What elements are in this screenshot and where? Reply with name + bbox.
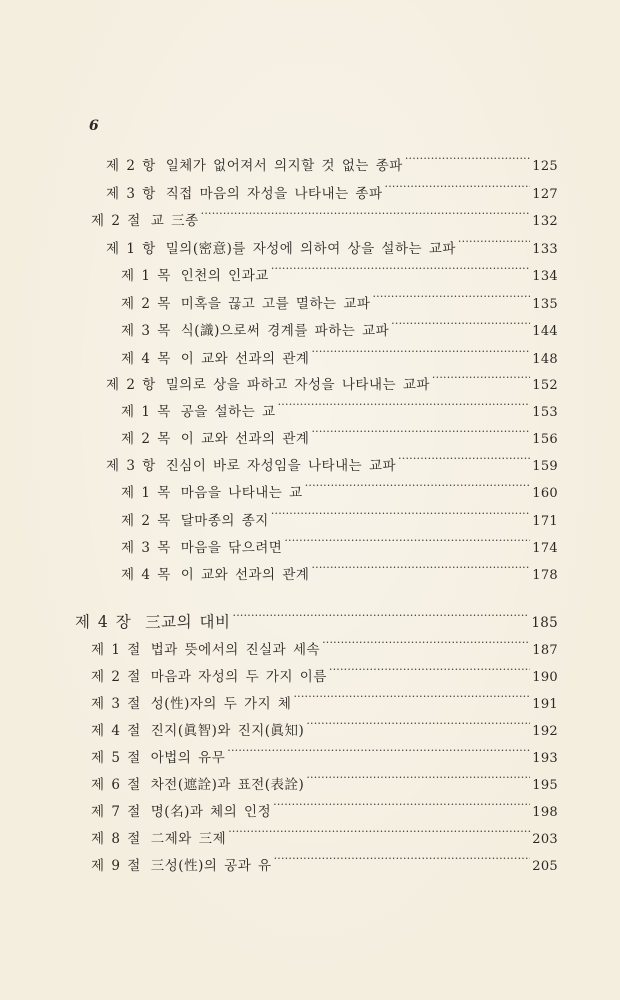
toc-entry-page: 193 [532,751,558,766]
toc-entry-label [121,564,309,586]
toc-entry [106,448,558,474]
toc-entry-number: 제 7 절 [91,804,141,820]
dot-leader [306,767,530,789]
dot-leader [284,530,530,552]
toc-entry-number: 제 4 목 [121,351,171,367]
toc-entry [121,503,558,529]
dot-leader [311,421,530,443]
toc-entry-title: 일체가 없어져서 의지할 것 없는 종파 [165,158,403,174]
toc-entry-title: 마음을 나타내는 교 [180,485,303,501]
toc-entry-title: 진심이 바로 자성임을 나타내는 교파 [165,458,397,474]
toc-entry-label [121,482,303,504]
toc-entry-page: 160 [532,486,558,501]
toc-entry-title: 식(識)으로써 경계를 파하는 교파 [180,323,390,339]
toc-entry [106,231,558,257]
toc-entry-label [121,428,309,450]
toc-entry-label [106,238,456,260]
toc-entry-title: 이 교와 선과의 관계 [180,351,310,367]
toc-entry-page: 187 [532,643,558,658]
dot-leader [273,794,530,816]
toc-chapter-entry [75,605,558,631]
toc-entry-number: 제 2 절 [91,213,141,229]
toc-entry-label [121,510,269,532]
toc-entry [121,421,558,447]
toc-entry [106,367,558,393]
toc-entry-title: 달마종의 종지 [180,513,269,529]
toc-entry [91,713,558,739]
toc-entry-label [106,374,430,396]
toc-entry-page: 203 [532,832,558,847]
toc-entry-page: 190 [532,670,558,685]
toc-entry [91,740,558,766]
toc-entry-page: 198 [532,805,558,820]
dot-leader [329,659,530,681]
toc-entry-page: 178 [532,568,558,583]
toc-entry-title: 三성(性)의 공과 유 [150,858,272,874]
toc-entry-page: 148 [532,352,558,367]
toc-entry-number: 제 1 목 [121,404,171,420]
dot-leader [278,394,531,416]
toc-entry-title: 이 교와 선과의 관계 [180,431,310,447]
dot-leader [385,176,531,198]
toc-entry-title: 미혹을 끊고 고를 멸하는 교파 [180,296,371,312]
toc-entry-title: 三교의 대비 [145,613,231,631]
toc-entry-title: 二제와 三제 [150,831,227,847]
dot-leader [458,231,530,253]
toc-entry-title: 교 三종 [150,213,199,229]
toc-entry-page: 135 [532,297,558,312]
toc-entry-label [91,693,291,715]
toc-entry [91,659,558,685]
toc-entry-page: 192 [532,724,558,739]
toc-entry-page: 174 [532,541,558,556]
dot-leader [432,367,530,389]
toc-entry [91,821,558,847]
toc-entry-number: 제 3 목 [121,540,171,556]
toc-entry-label [106,183,383,205]
dot-leader [405,148,530,170]
toc-entry-title: 법과 뜻에서의 진실과 세속 [150,642,321,658]
dot-leader [227,740,530,762]
toc-entry-number: 제 3 절 [91,696,141,712]
dot-leader [311,557,530,579]
toc-entry [121,557,558,583]
dot-leader [293,686,530,708]
toc-entry-number: 제 6 절 [91,777,141,793]
toc-entry-label [91,855,272,877]
toc-entry-title: 인천의 인과교 [180,268,269,284]
dot-leader [233,605,530,627]
toc-entry [121,530,558,556]
toc-entry-title: 마음과 자성의 두 가지 이름 [150,669,327,685]
toc-entry-number: 제 4 목 [121,567,171,583]
toc-entry-label [106,155,403,177]
toc-entry-label [121,537,282,559]
toc-entry-label [121,320,389,342]
toc-entry-label [121,265,269,287]
toc-entry-number: 제 4 절 [91,723,141,739]
page-number: 6 [89,118,99,134]
toc-entry-number: 제 3 항 [106,186,156,202]
toc-entry [106,176,558,202]
toc-entry-number: 제 4 장 [75,613,132,631]
toc-entry-page: 185 [531,615,558,631]
toc-entry-number: 제 8 절 [91,831,141,847]
toc-entry-page: 171 [532,514,558,529]
toc-entry-page: 156 [532,432,558,447]
toc-entry-number: 제 2 절 [91,669,141,685]
dot-leader [306,713,530,735]
toc-entry [91,794,558,820]
toc-entry [121,341,558,367]
toc-entry [121,475,558,501]
toc-entry-number: 제 1 항 [106,241,156,257]
toc-entry-label [91,666,327,688]
toc-entry-title: 아법의 유무 [150,750,226,766]
toc-entry-page: 159 [532,459,558,474]
toc-entry-page: 144 [532,324,558,339]
toc-entry-label [91,774,304,796]
toc-entry-label [121,293,370,315]
toc-entry-number: 제 2 항 [106,377,156,393]
toc-entry [121,313,558,339]
toc-entry-title: 진지(眞智)와 진지(眞知) [150,723,305,739]
toc-entry [91,767,558,793]
toc-entry-number: 제 3 항 [106,458,156,474]
toc-entry-title: 직접 마음의 자성을 나타내는 종파 [165,186,383,202]
dot-leader [271,503,530,525]
toc-entry [91,203,558,229]
toc-entry-title: 밀의(密意)를 자성에 의하여 상을 설하는 교파 [165,241,456,257]
dot-leader [228,821,530,843]
dot-leader [372,286,530,308]
toc-entry-label [91,828,226,850]
toc-entry-label [106,455,396,477]
toc-entry-number: 제 1 목 [121,485,171,501]
toc-entry-number: 제 2 목 [121,296,171,312]
toc-entry-number: 제 2 목 [121,431,171,447]
toc-entry-number: 제 1 절 [91,642,141,658]
toc-entry-title: 이 교와 선과의 관계 [180,567,310,583]
toc-entry-title: 마음을 닦으려면 [180,540,283,556]
dot-leader [322,632,530,654]
toc-entry [91,686,558,712]
toc-entry-page: 133 [532,242,558,257]
toc-entry-label [121,401,276,423]
toc-entry-page: 132 [532,214,558,229]
dot-leader [391,313,530,335]
toc-entry [121,258,558,284]
dot-leader [398,448,530,470]
toc-entry-page: 191 [532,697,558,712]
toc-entry-title: 차전(遮詮)과 표전(表詮) [150,777,305,793]
dot-leader [305,475,531,497]
toc-entry [91,848,558,874]
toc-entry-number: 제 2 목 [121,513,171,529]
dot-leader [311,341,530,363]
toc-entry-label [91,639,320,661]
toc-entry-label [91,801,271,823]
toc-entry-title: 밀의로 상을 파하고 자성을 나타내는 교파 [165,377,430,393]
toc-entry-label [91,720,304,742]
toc-entry-label [91,747,225,769]
toc-entry [106,148,558,174]
dot-leader [271,258,530,280]
toc-entry-title: 공을 설하는 교 [180,404,276,420]
toc-entry-page: 125 [532,159,558,174]
toc-entry-number: 제 3 목 [121,323,171,339]
toc-entry [121,394,558,420]
toc-entry-number: 제 2 항 [106,158,156,174]
toc-entry-number: 제 9 절 [91,858,141,874]
toc-entry-page: 205 [532,859,558,874]
toc-entry-page: 195 [532,778,558,793]
dot-leader [274,848,531,870]
toc-entry-title: 성(性)자의 두 가지 체 [150,696,292,712]
toc-entry-number: 제 1 목 [121,268,171,284]
toc-entry-page: 152 [532,378,558,393]
toc-entry-page: 134 [532,269,558,284]
toc-entry-number: 제 5 절 [91,750,141,766]
toc-entry-title: 명(名)과 체의 인정 [150,804,272,820]
toc-entry [121,286,558,312]
toc-entry-label [91,210,199,232]
toc-entry-page: 127 [532,187,558,202]
toc-entry-page: 153 [532,405,558,420]
toc-entry [91,632,558,658]
toc-entry-label [75,611,231,633]
dot-leader [201,203,531,225]
